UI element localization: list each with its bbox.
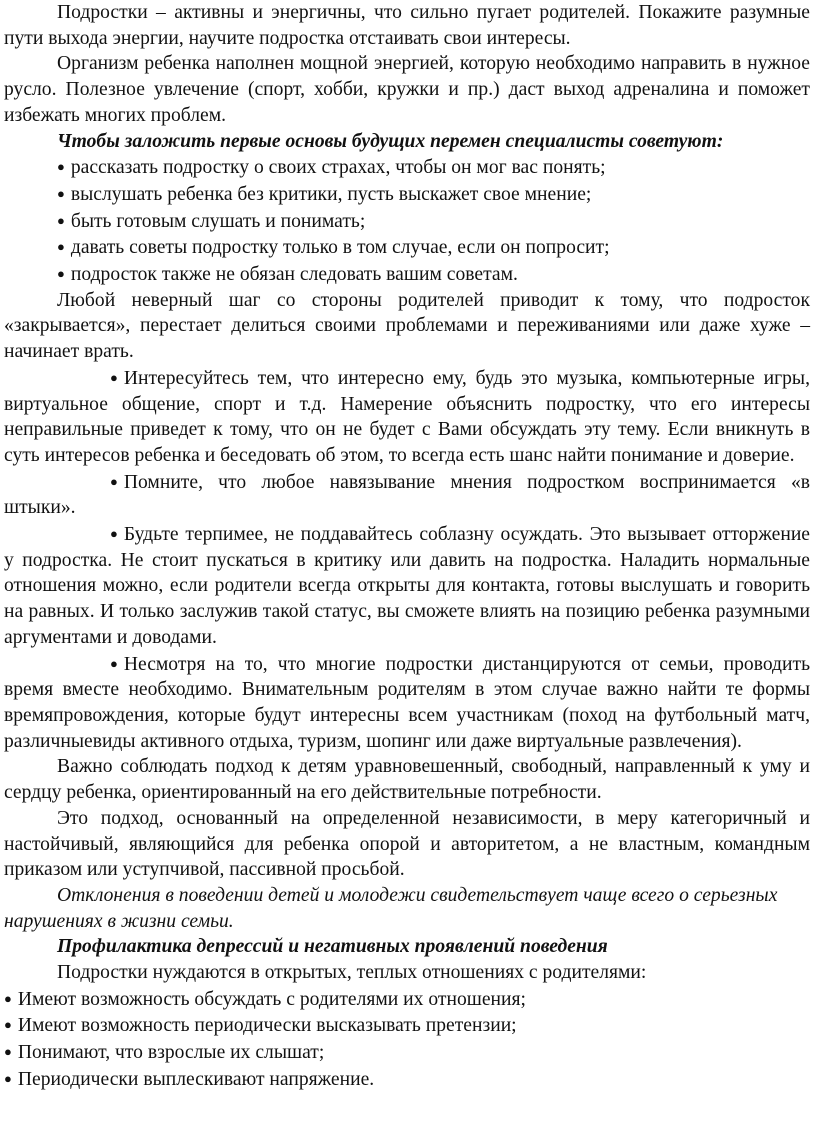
bullet-icon: ● <box>57 185 65 201</box>
paragraph-6-text: Будьте терпимее, не поддавайтесь соблазну осуждать. Это вызывает отторжение у подростка. Не стоит пускаться в критику или давить на подростка. Наладить нормальные отношения можно, если родители всегда открыты для контакта, готовы выслушать и говорить на равных. И только заслужив такой статус, вы сможете влиять на позицию ребенка разумными аргументами и доводами. <box>4 524 810 648</box>
paragraph-4 <box>4 365 810 469</box>
paragraph-11: Подростки нуждаются в открытых, теплых отношениях с родителями: <box>57 962 647 984</box>
list-item <box>4 154 810 181</box>
paragraph-6 <box>4 521 810 651</box>
list-item-text: давать советы подростку только в том случае, если он попросит; <box>70 237 610 259</box>
list-item-text: Имеют возможность обсуждать с родителями их отношения; <box>17 988 526 1010</box>
bullet-icon: ● <box>4 1070 12 1086</box>
bullet-icon: ● <box>4 1044 12 1060</box>
advice-heading: Чтобы заложить первые основы будущих перемен специалисты советуют: <box>57 130 724 152</box>
list-item <box>4 208 810 235</box>
list-item <box>4 1039 810 1066</box>
list-item-text: подросток также не обязан следовать вашим советам. <box>70 264 518 286</box>
paragraph-5 <box>4 469 810 521</box>
list-item <box>4 1066 810 1093</box>
list-item <box>4 181 810 208</box>
paragraph-4-text: Интересуйтесь тем, что интересно ему, будь это музыка, компьютерные игры, виртуальное общение, спорт и т.д. Намерение объяснить подростку, что его интересы неправильные приведет к тому, что он не будет с Вами обсуждать эту тему. Если вникнуть в суть интересов ребенка и беседовать об этом, то всегда есть шанс найти понимание и доверие. <box>4 367 810 466</box>
bullet-icon: ● <box>110 369 118 385</box>
paragraph-7 <box>4 651 810 755</box>
list-item-text: Понимают, что взрослые их слышат; <box>17 1042 325 1064</box>
list-item-text: рассказать подростку о своих страхах, чтобы он мог вас понять; <box>70 157 606 179</box>
bullet-icon: ● <box>4 1017 12 1033</box>
list-item <box>4 986 810 1013</box>
bullet-icon: ● <box>57 266 65 282</box>
needs-list <box>4 986 810 1093</box>
list-item <box>4 234 810 261</box>
paragraph-5-text: Помните, что любое навязывание мнения подростком воспринимается «в штыки». <box>4 471 810 519</box>
list-item-text: выслушать ребенка без критики, пусть выскажет свое мнение; <box>70 183 592 205</box>
paragraph-7-text: Несмотря на то, что многие подростки дистанцируются от семьи, проводить время вместе необходимо. Внимательным родителям в этом случае важно найти те формы времяпровождения, которые будут интересны всем участникам (поход на футбольный матч, различныевиды активного отдыха, туризм, шопинг или даже виртуальные развлечения). <box>4 653 810 752</box>
paragraph-3: Любой неверный шаг со стороны родителей приводит к тому, что подросток «закрывается», перестает делиться своими проблемами и переживаниями или даже хуже – начинает врать. <box>4 289 810 363</box>
bullet-icon: ● <box>110 655 118 671</box>
advice-list <box>4 154 810 288</box>
bullet-icon: ● <box>57 159 65 175</box>
paragraph-8: Важно соблюдать подход к детям уравновешенный, свободный, направленный к уму и сердцу ребенка, ориентированный на его действительные потребности. <box>4 756 810 804</box>
bullet-icon: ● <box>4 990 12 1006</box>
paragraph-2: Организм ребенка наполнен мощной энергией, которую необходимо направить в нужное русло. Полезное увлечение (спорт, хобби, кружки и пр.) даст выход адреналина и поможет избежать многих проблем. <box>4 53 810 126</box>
list-item-text: быть готовым слушать и понимать; <box>70 210 366 232</box>
bullet-icon: ● <box>57 212 65 228</box>
paragraph-9: Это подход, основанный на определенной независимости, в меру категоричный и настойчивый, являющийся для ребенка опорой и авторитетом, а не властным, командным приказом или уступчивой, пассивной просьбой. <box>4 807 810 881</box>
paragraph-10-italic: Отклонения в поведении детей и молодежи свидетельствует чаще всего о серьезных нарушениях в жизни семьи. <box>4 884 778 932</box>
list-item-text: Периодически выплескивают напряжение. <box>17 1068 375 1090</box>
list-item <box>4 261 810 288</box>
bullet-icon: ● <box>57 239 65 255</box>
paragraph-1: Подростки – активны и энергичны, что сильно пугает родителей. Покажите разумные пути выхода энергии, научите подростка отстаивать свои интересы. <box>4 2 810 49</box>
list-item <box>4 1012 810 1039</box>
prevention-heading: Профилактика депрессий и негативных проявлений поведения <box>57 936 608 958</box>
list-item-text: Имеют возможность периодически высказывать претензии; <box>17 1015 517 1037</box>
bullet-icon: ● <box>110 526 118 542</box>
bullet-icon: ● <box>110 473 118 489</box>
